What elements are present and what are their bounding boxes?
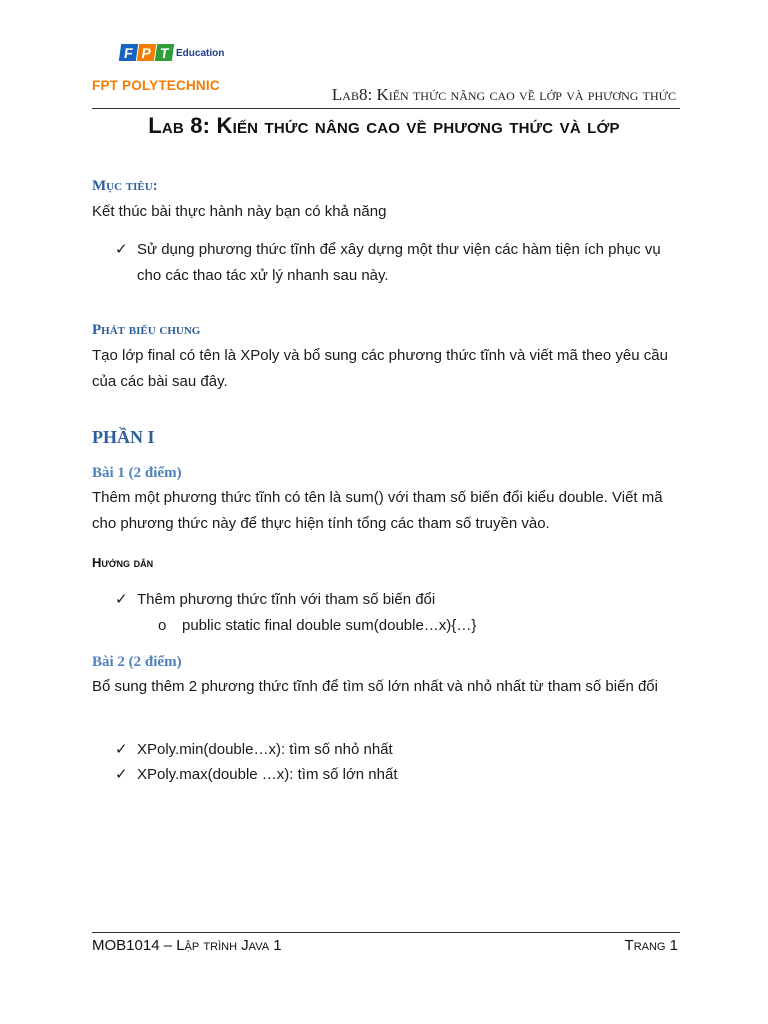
bai2-heading: Bài 2 (2 điểm): [92, 654, 182, 670]
guide-heading: Hướng dẫn: [92, 555, 154, 570]
checkmark-icon: ✓: [115, 241, 128, 258]
logo-polytechnic-text: FPT POLYTECHNIC: [92, 78, 220, 93]
objective-item: [115, 237, 685, 289]
bai2-item-min: [115, 737, 685, 763]
running-header-prefix: Lab8:: [331, 85, 377, 104]
bai2-item-text: XPoly.min(double…x): tìm số nhỏ nhất: [137, 741, 393, 758]
guide-subitem: [158, 613, 476, 639]
running-header-rest: Kiến thức nâng cao về lớp và phương thức: [376, 85, 676, 104]
document-title: Lab 8: Kiến thức nâng cao về phương thức và lớp: [148, 113, 620, 138]
running-header-title: [332, 85, 676, 105]
footer-page-number: Trang 1: [624, 937, 678, 954]
logo-tile-p: P: [137, 44, 156, 61]
fpt-logo-tiles: [120, 44, 174, 61]
bai2-text: Bổ sung thêm 2 phương thức tĩnh để tìm số lớn nhất và nhỏ nhất từ tham số biến đổi: [92, 678, 658, 695]
checkmark-icon: ✓: [115, 591, 128, 608]
footer-course-code: MOB1014 –: [92, 937, 177, 954]
objective-item-text: Sử dụng phương thức tĩnh để xây dựng một thư viện các hàm tiện ích phục vụ cho các thao tác xử lý nhanh sau này.: [137, 241, 661, 284]
bai1-text: Thêm một phương thức tĩnh có tên là sum() với tham số biến đổi kiểu double. Viết mã cho phương thức này để thực hiện tính tổng các tham số truyền vào.: [92, 489, 663, 532]
footer-course-name: Lập trình Java 1: [176, 937, 282, 954]
header-divider: [92, 108, 680, 109]
bai2-item-text: XPoly.max(double …x): tìm số lớn nhất: [137, 766, 398, 783]
circle-bullet-icon: o: [158, 617, 167, 634]
footer-divider: [92, 932, 680, 933]
checkmark-icon: ✓: [115, 741, 128, 758]
objective-intro: Kết thúc bài thực hành này bạn có khả năng: [92, 203, 387, 220]
logo-tile-f: F: [119, 44, 138, 61]
guide-item: [115, 587, 685, 613]
general-heading: Phát biểu chung: [92, 322, 201, 338]
bai2-item-max: [115, 762, 685, 788]
logo-tile-t: T: [155, 44, 174, 61]
guide-subitem-text: public static final double sum(double…x){…}: [182, 617, 477, 634]
logo-education-text: Education: [176, 48, 225, 59]
footer-course: [92, 937, 282, 954]
general-text: Tạo lớp final có tên là XPoly và bổ sung các phương thức tĩnh và viết mã theo yêu cầu của các bài sau đây.: [92, 347, 668, 390]
fpt-polytechnic-logo: [92, 38, 242, 98]
checkmark-icon: ✓: [115, 766, 128, 783]
part-heading: PHẦN I: [92, 427, 155, 447]
objective-heading: Mục tiêu:: [92, 178, 158, 194]
bai1-heading: Bài 1 (2 điểm): [92, 465, 182, 481]
guide-item-text: Thêm phương thức tĩnh với tham số biến đổi: [137, 591, 436, 608]
